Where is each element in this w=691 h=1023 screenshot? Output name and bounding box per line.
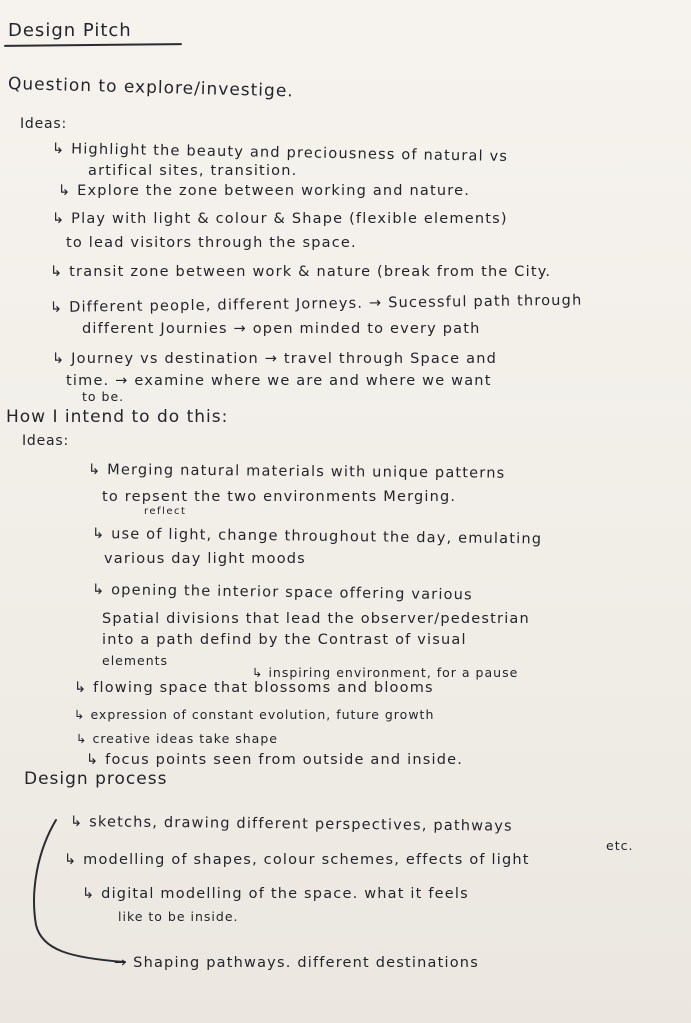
idea-line: to lead visitors through the space.	[66, 235, 357, 251]
process-line: ↳ sketchs, drawing different perspectives, pathways	[69, 814, 513, 835]
idea-line: ↳ Explore the zone between working and nature.	[58, 183, 471, 199]
method-line: ↳ focus points seen from outside and inside.	[86, 752, 464, 768]
method-line: reflect	[144, 506, 187, 517]
method-line: ↳ Merging natural materials with unique patterns	[87, 462, 506, 482]
method-line: ↳ creative ideas take shape	[76, 731, 278, 746]
method-line: ↳ use of light, change throughout the day, emulating	[91, 526, 543, 548]
method-line: elements	[102, 653, 169, 668]
idea-line: ↳ Different people, different Jorneys. → Sucessful path through	[49, 292, 583, 316]
idea-line: ↳ Highlight the beauty and preciousness of natural vs	[51, 141, 509, 165]
ideas-label-2: Ideas:	[22, 433, 70, 449]
idea-line: different Journies → open minded to every path	[82, 321, 481, 337]
method-line: ↳ inspiring environment, for a pause	[252, 665, 519, 680]
page-title: Design Pitch	[8, 20, 132, 41]
process-line: like to be inside.	[118, 909, 239, 924]
method-line: various day light moods	[104, 551, 306, 567]
idea-line: ↳ transit zone between work & nature (break from the City.	[50, 264, 552, 280]
idea-line: ↳ Play with light & colour & Shape (flexible elements)	[52, 211, 508, 227]
idea-line: time. → examine where we are and where we want	[66, 373, 492, 389]
design-process-heading: Design process	[24, 769, 168, 789]
process-line: → Shaping pathways. different destinations	[114, 955, 479, 971]
method-line: ↳ opening the interior space offering various	[91, 582, 473, 604]
question-heading: Question to explore/investige.	[7, 74, 294, 102]
process-line: ↳ digital modelling of the space. what it feels	[82, 886, 469, 902]
ideas-label-1: Ideas:	[20, 116, 68, 132]
process-line: etc.	[606, 838, 634, 853]
process-line: ↳ modelling of shapes, colour schemes, effects of light	[64, 852, 530, 868]
idea-line: artifical sites, transition.	[88, 163, 298, 179]
idea-line: ↳ Journey vs destination → travel through Space and	[52, 351, 497, 367]
method-line: to repsent the two environments Merging.	[102, 489, 457, 505]
how-heading: How I intend to do this:	[6, 407, 229, 427]
method-line: Spatial divisions that lead the observer/pedestrian	[102, 611, 530, 627]
idea-line: to be.	[82, 389, 125, 404]
method-line: into a path defind by the Contrast of visual	[102, 632, 467, 648]
method-line: ↳ flowing space that blossoms and blooms	[74, 680, 434, 696]
method-line: ↳ expression of constant evolution, future growth	[74, 707, 435, 722]
